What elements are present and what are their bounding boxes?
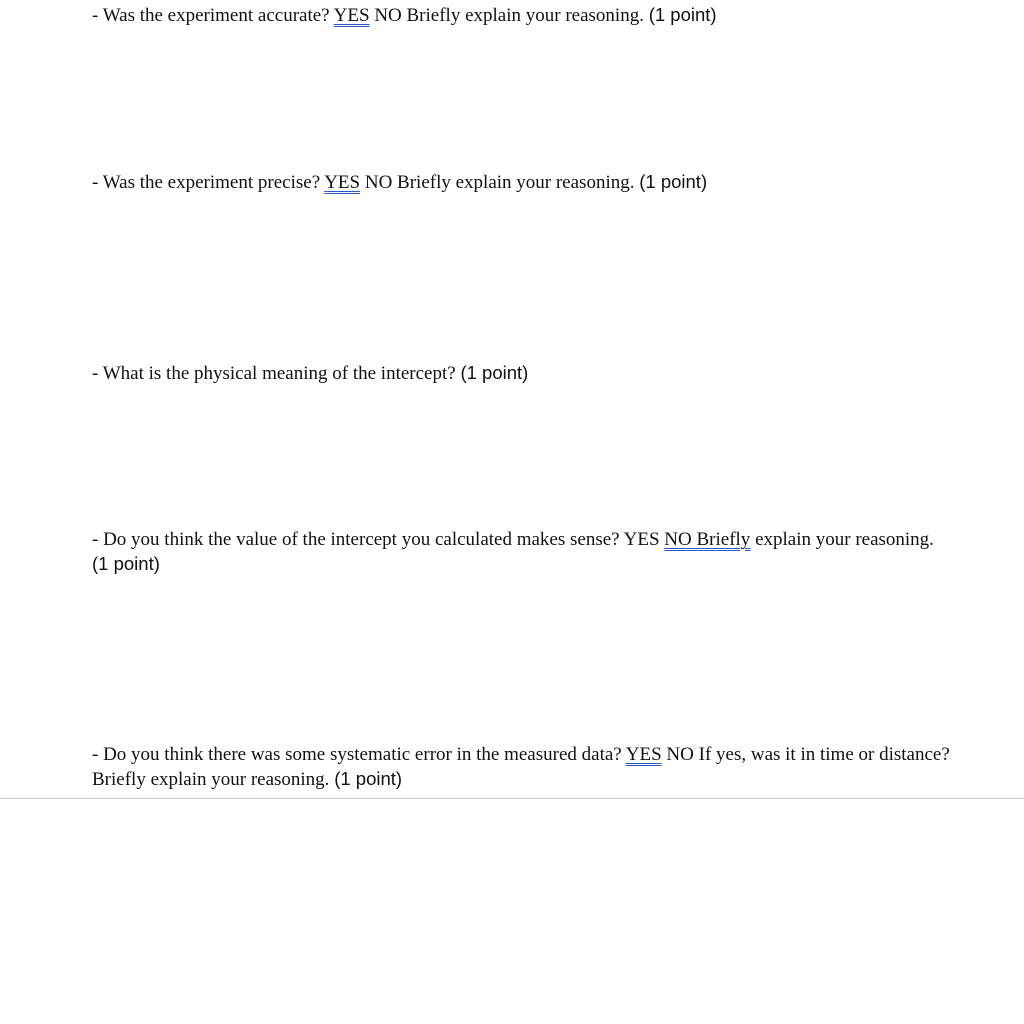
question-text: - Was the experiment accurate? xyxy=(92,5,334,26)
question-text-continued: NO If yes, was it in time or distance? Briefly explain your reasoning. xyxy=(92,744,950,790)
marked-answer-yes: YES xyxy=(333,5,370,26)
point-value: (1 point) xyxy=(648,4,717,25)
marked-answer-yes: YES xyxy=(324,172,361,193)
question-accuracy xyxy=(92,3,952,28)
point-value: (1 point) xyxy=(92,553,160,574)
question-intercept-meaning xyxy=(92,361,952,386)
question-text-continued: NO Briefly explain your reasoning. xyxy=(360,172,640,193)
point-value: (1 point) xyxy=(460,362,529,383)
page-divider xyxy=(0,798,1024,799)
marked-answer-no: NO Briefly xyxy=(664,529,751,550)
point-value: (1 point) xyxy=(334,768,403,789)
question-text: - Do you think the value of the intercept you calculated makes sense? YES xyxy=(92,529,665,550)
question-text-continued: NO Briefly explain your reasoning. xyxy=(369,5,649,26)
question-precision xyxy=(92,170,952,195)
question-intercept-sense xyxy=(92,528,952,577)
marked-answer-yes: YES xyxy=(625,744,662,765)
question-text: - What is the physical meaning of the intercept? xyxy=(92,363,461,384)
question-text-continued: explain your reasoning. xyxy=(750,529,934,550)
question-text: - Was the experiment precise? xyxy=(92,172,325,193)
question-text: - Do you think there was some systematic error in the measured data? xyxy=(92,744,626,765)
point-value: (1 point) xyxy=(639,171,708,192)
question-systematic-error xyxy=(92,743,952,792)
